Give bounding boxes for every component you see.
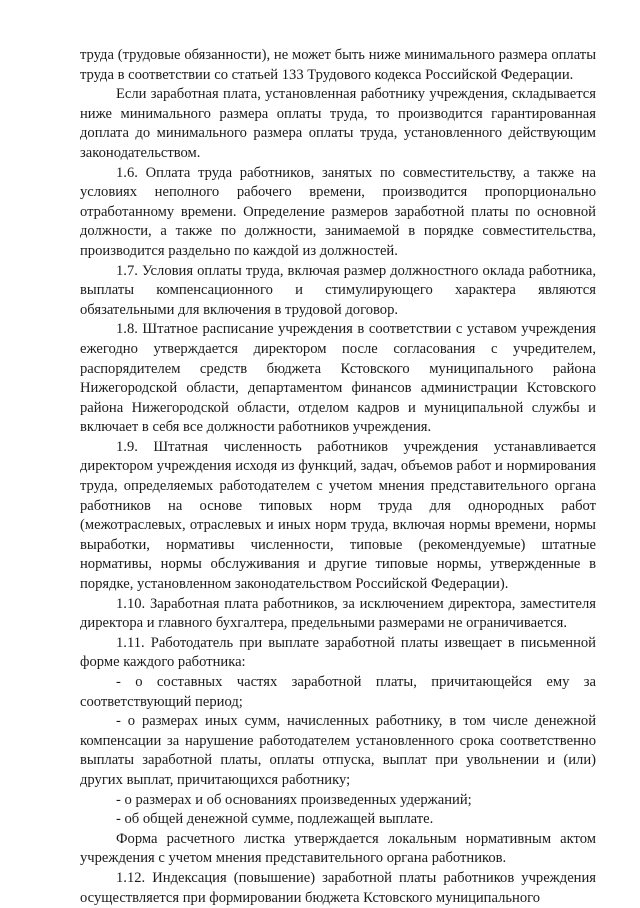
list-item-other-sums: - о размерах иных сумм, начисленных работнику, в том числе денежной компенсации за нарушение работодателем установленного срока соответственно выплаты заработной платы, оплаты отпуска, выплат при увольнении и (или) других выплат, причитающихся работнику; (80, 713, 596, 788)
paragraph-continuation: труда (трудовые обязанности), не может быть ниже минимального размера оплаты труда в соответствии со статьей 133 Трудового кодекса Российской Федерации. (80, 47, 596, 83)
list-item-total-sum: - об общей денежной сумме, подлежащей выплате. (116, 811, 434, 828)
paragraph-1-7: 1.7. Условия оплаты труда, включая размер должностного оклада работника, выплаты компенсационного и стимулирующего характера являются обязательными для включения в трудовой договор. (80, 262, 596, 318)
paragraph-1-8: 1.8. Штатное расписание учреждения в соответствии с уставом учреждения ежегодно утверждается директором после согласования с учредителем, распорядителем средств бюджета Кстовского муниципального района Нижегородской области, департаментом финансов администрации Кстовского района Нижегородской области, отделом кадров и муниципальной службы и включает в себя все должности работников учреждения. (80, 321, 596, 436)
paragraph-1-9: 1.9. Штатная численность работников учреждения устанавливается директором учреждения исходя из функций, задач, объемов работ и нормирования труда, определяемых работодателем с учетом мнения представительного органа работников на основе типовых норм труда для однородных работ (межотраслевых, отраслевых и иных норм труда, включая нормы времени, нормы выработки, нормативы численности, типовые (рекомендуемые) штатные нормативы, нормы обслуживания и другие типовые нормы, утвержденные в порядке, установленном законодательством Российской Федерации). (80, 438, 596, 593)
paragraph-minimum-wage-supplement: Если заработная плата, установленная работнику учреждения, складывается ниже минимального размера оплаты труда, то производится гарантированная доплата до минимального размера оплаты труда, установленного действующим законодательством. (80, 86, 596, 161)
paragraph-1-10: 1.10. Заработная плата работников, за исключением директора, заместителя директора и главного бухгалтера, предельными размерами не ограничивается. (80, 595, 596, 632)
paragraph-1-6: 1.6. Оплата труда работников, занятых по совместительству, а также на условиях неполного рабочего времени, производится пропорционально отработанному времени. Определение размеров заработной платы по основной должности, а также по должности, занимаемой в порядке совместительства, производится раздельно по каждой из должностей. (80, 164, 596, 259)
paragraph-payslip-form: Форма расчетного листка утверждается локальным нормативным актом учреждения с учетом мнения представительного органа работников. (80, 830, 596, 867)
paragraph-1-12: 1.12. Индексация (повышение) заработной платы работников учреждения осуществляется при формировании бюджета Кстовского муниципального (80, 869, 596, 906)
list-item-wage-components: - о составных частях заработной платы, причитающейся ему за соответствующий период; (80, 674, 596, 710)
list-item-deductions: - о размерах и об основаниях произведенных удержаний; (116, 791, 472, 808)
paragraph-1-11: 1.11. Работодатель при выплате заработной платы извещает в письменной форме каждого работника: (80, 634, 596, 671)
document-page (80, 46, 596, 908)
